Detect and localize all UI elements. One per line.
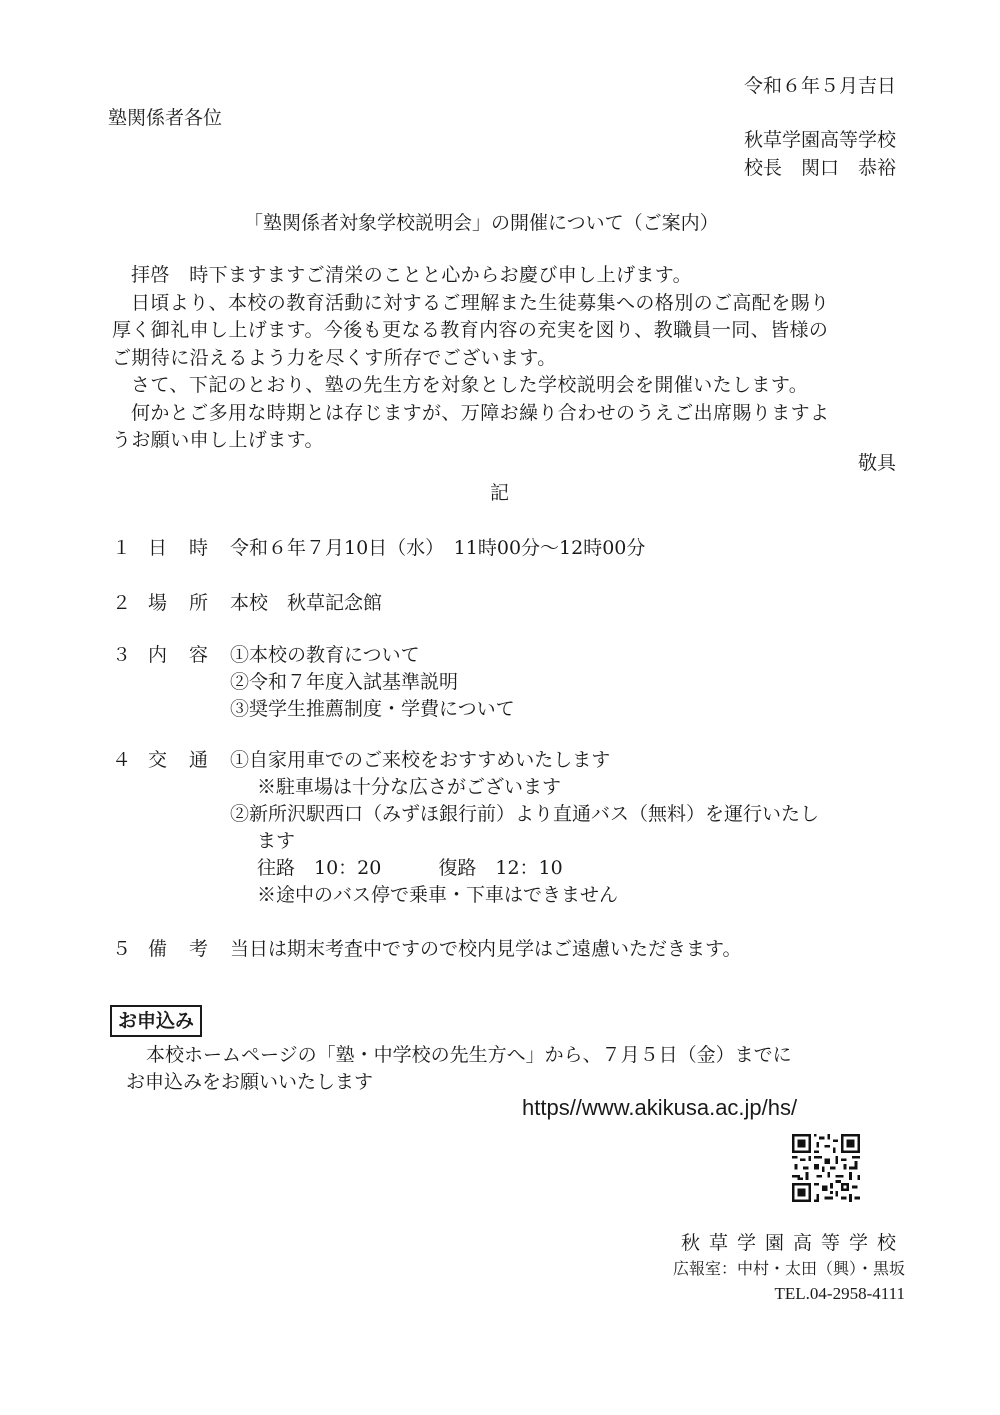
item-label: 備考 — [148, 938, 231, 960]
item-label: 場所 — [148, 592, 231, 614]
item-label: 交通 — [148, 749, 231, 771]
item-line: ①自家用車でのご来校をおすすめいたします — [230, 749, 611, 771]
ki-marker: 記 — [490, 482, 510, 504]
body-line: ご期待に沿えるよう力を尽くす所存でございます。 — [112, 346, 557, 369]
body-text — [112, 262, 902, 455]
issue-date: 令和６年５月吉日 — [743, 75, 896, 97]
item-line: ※途中のバス停で乗車・下車はできません — [257, 884, 619, 906]
application-line: 本校ホームページの「塾・中学校の先生方へ」から、７月５日（金）までに — [146, 1044, 792, 1066]
recipient: 塾関係者各位 — [108, 107, 223, 129]
body-line: 厚く御礼申し上げます。今後も更なる教育内容の充実を図り、教職員一同、皆様の — [112, 319, 829, 341]
application-line: お申込みをお願いいたします — [126, 1071, 374, 1093]
application-heading: お申込み — [110, 1005, 202, 1037]
item-number: ３ — [112, 644, 132, 666]
item-line: 本校 秋草記念館 — [230, 592, 383, 614]
item-line: 当日は期末考査中ですので校内見学はご遠慮いただきます。 — [230, 938, 742, 960]
body-line: 拝啓 時下ますますご清栄のことと心からお慶び申し上げます。 — [131, 264, 693, 286]
qr-code-icon — [792, 1134, 860, 1202]
footer-contact: 広報室：中村・太田（興）・黒坂 — [672, 1259, 905, 1278]
body-line: さて、下記のとおり、塾の先生方を対象とした学校説明会を開催いたします。 — [131, 374, 809, 396]
closing-keigu: 敬具 — [857, 452, 896, 474]
item-line: 往路 10：20 復路 12：10 — [257, 857, 563, 879]
item-line: ②新所沢駅西口（みずほ銀行前）より直通バス（無料）を運行いたし — [230, 803, 820, 825]
item-number: ２ — [112, 592, 132, 614]
item-number: ４ — [112, 749, 132, 771]
body-line: 日頃より、本校の教育活動に対するご理解また生徒募集への格別のご高配を賜り — [131, 291, 830, 314]
item-line: ※駐車場は十分な広さがございます — [257, 776, 562, 798]
item-number: ５ — [112, 938, 132, 960]
item-line: ③奨学生推薦制度・学費について — [230, 698, 515, 720]
sender-principal: 校長 関口 恭裕 — [743, 157, 896, 179]
body-line: 何かとご多用な時期とは存じますが、万障お繰り合わせのうえご出席賜りますよ — [131, 401, 830, 424]
footer-school: 秋草学園高等学校 — [680, 1232, 905, 1254]
item-line: ①本校の教育について — [230, 644, 420, 666]
document-title: 「塾関係者対象学校説明会」の開催について（ご案内） — [244, 212, 719, 234]
item-number: １ — [112, 537, 132, 559]
item-label: 日時 — [148, 537, 231, 559]
body-line: うお願い申し上げます。 — [112, 429, 324, 451]
item-line: ます — [257, 830, 296, 852]
sender-school: 秋草学園高等学校 — [743, 129, 896, 151]
item-line: 令和６年７月10日（水） 11時00分～12時00分 — [230, 537, 646, 559]
item-label: 内容 — [148, 644, 231, 666]
footer-tel: TEL.04-2958-4111 — [774, 1284, 905, 1303]
item-line: ②令和７年度入試基準説明 — [230, 671, 459, 693]
homepage-link[interactable]: https//www.akikusa.ac.jp/hs/ — [522, 1095, 798, 1120]
